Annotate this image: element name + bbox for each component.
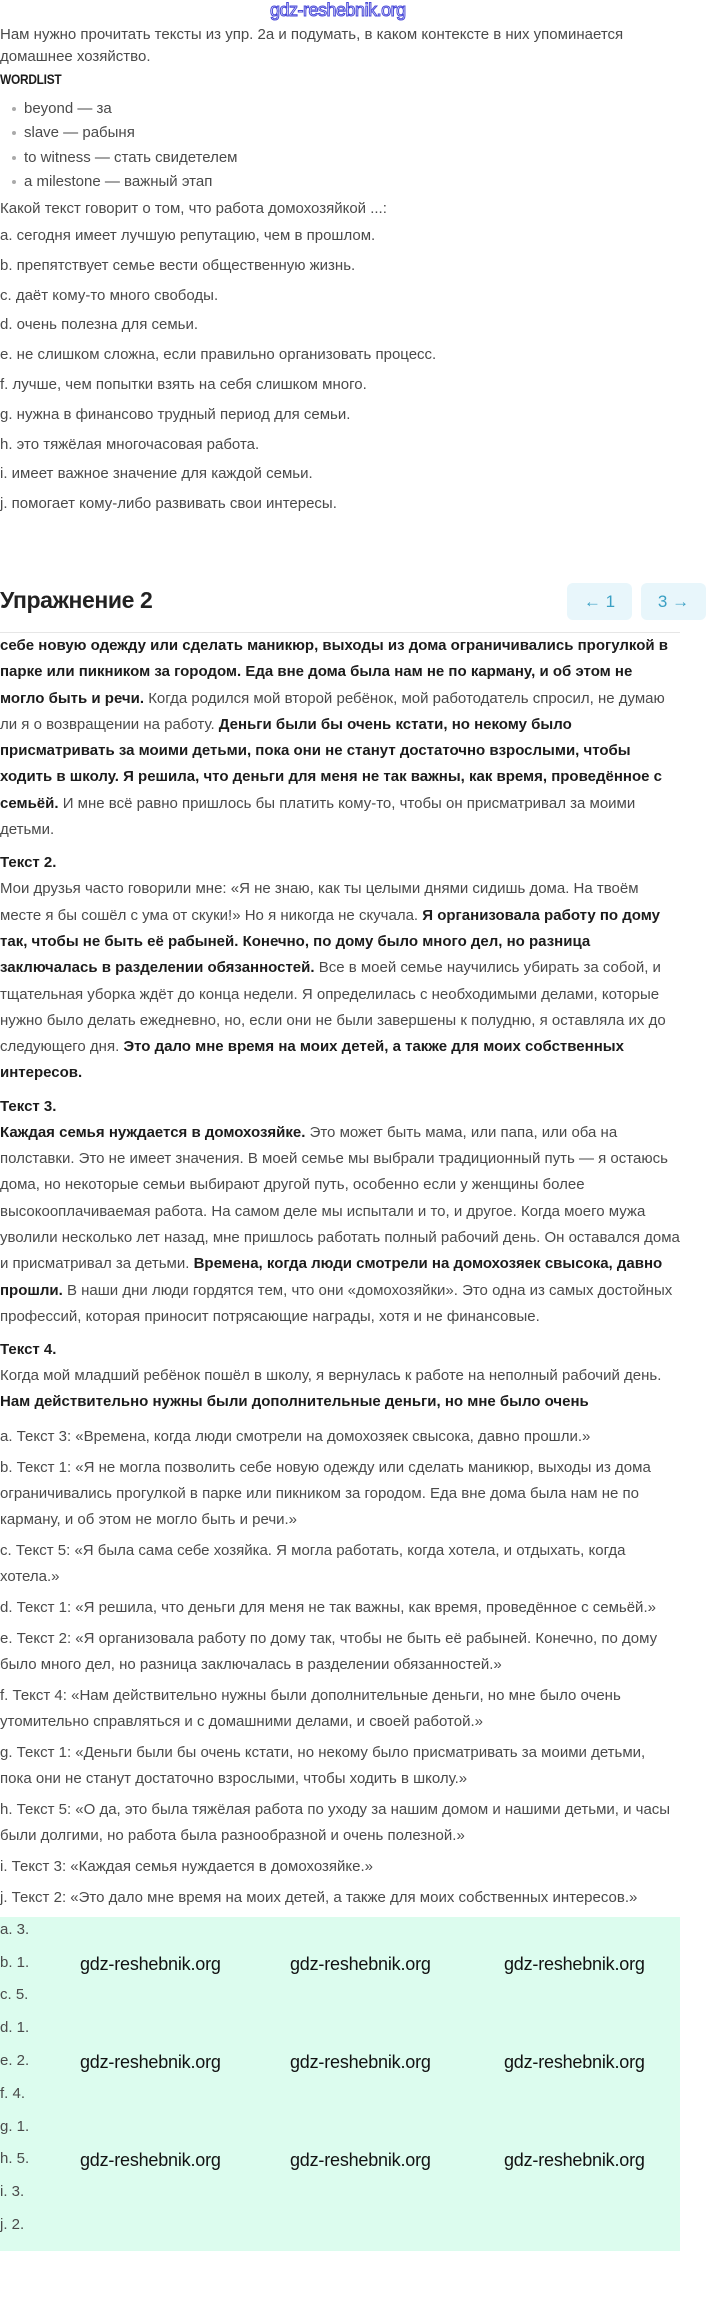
option-item: c. даёт кому-то много свободы. [0,286,219,304]
answer-item: g. 1. [0,2117,30,2135]
question-options [0,225,436,523]
quote-item: d. Текст 1: «Я решила, что деньги для меня не так важны, как время, проведённое с семьёй.» [0,1598,656,1616]
site-watermark-logo: gdz-reshebnik.org [270,0,406,20]
text-segment: Когда мой младший ребёнок пошёл в школу, я вернулась к работе на неполный рабочий день. [0,1367,662,1385]
watermark: gdz-reshebnik.org [504,1953,645,1974]
watermark: gdz-reshebnik.org [290,1953,431,1974]
option-item: g. нужна в финансово трудный период для семьи. [0,405,351,423]
option-item: e. не слишком сложна, если правильно организовать процесс. [0,346,437,364]
answer-item: h. 5. [0,2150,30,2168]
bullet-icon [12,107,16,111]
watermark: gdz-reshebnik.org [80,1953,221,1974]
text-2-body [0,876,680,1086]
wordlist-item-text: to witness — стать свидетелем [24,148,238,166]
text-segment: Это может быть мама, или папа, или оба на полставки. Это не имеет значения. В моей семье мы выбрали традиционный путь — я остаюсь дома, но некоторые семьи выбирают другой путь, особенно если у женщины более высокооплачиваемая работа. На самом деле мы испытали и то, и другое. Когда моего мужа уволили несколько лет назад, мне пришлось работать полный рабочий день. Он оставался дома и присматривал за детьми. [0,1123,680,1273]
answer-item: b. 1. [0,1953,30,1971]
watermark: gdz-reshebnik.org [504,2149,645,2170]
content-flow [0,632,680,2251]
wordlist-item-text: beyond — за [24,100,112,117]
watermark: gdz-reshebnik.org [290,2051,431,2072]
wordlist [0,97,238,194]
option-item: d. очень полезна для семьи. [0,316,198,334]
answer-item: f. 4. [0,2084,26,2102]
answer-item: d. 1. [0,2019,30,2037]
text-3-title: Текст 3. [0,1097,57,1115]
wordlist-item [0,97,238,121]
watermark: gdz-reshebnik.org [80,2149,221,2170]
exercise-title: Упражнение 2 [0,587,153,613]
next-exercise-button[interactable]: 3 → [641,583,706,620]
quote-item: f. Текст 4: «Нам действительно нужны были дополнительные деньги, но мне было очень утомительно справляться и с домашними делами, и своей работой.» [0,1686,621,1730]
quoted-answers [0,1424,680,1911]
text-4-title: Текст 4. [0,1341,57,1359]
question-text: Какой текст говорит о том, что работа домохозяйкой ...: [0,200,387,217]
answer-item: e. 2. [0,2051,30,2069]
option-item: b. препятствует семье вести общественную жизнь. [0,256,356,274]
quote-item: g. Текст 1: «Деньги были бы очень кстати, но некому было присматривать за моими детьми, пока они не станут достаточно взрослыми, чтобы ходить в школу.» [0,1743,646,1787]
quote-item: j. Текст 2: «Это дало мне время на моих детей, а также для моих собственных интересов.» [0,1888,638,1906]
answer-box [0,1917,680,2251]
bold-text-segment: Я организовала работу по дому так, чтобы не быть её рабыней. Конечно, по дому было много дел, но разница заключалась в разделении обязанностей. [0,906,660,977]
option-item: j. помогает кому-либо развивать свои интересы. [0,495,337,513]
prev-exercise-button[interactable]: ← 1 [567,583,632,620]
option-item: f. лучше, чем попытки взять на себя слишком много. [0,375,367,393]
bold-text-segment: Каждая семья нуждается в домохозяйке. [0,1123,306,1141]
answer-item: a. 3. [0,1920,30,1938]
text-segment: Мои друзья часто говорили мне: «Я не знаю, как ты целыми днями сидишь дома. На твоём месте я бы сошёл с ума от скуки!» Но я никогда не скучала. [0,880,639,924]
text-3-body [0,1120,680,1330]
option-item: h. это тяжёлая многочасовая работа. [0,435,260,453]
text-segment: В наши дни люди гордятся тем, что они «домохозяйки». Это одна из самых достойных профессий, которая приносит потрясающие награды, хотя и не финансовые. [0,1281,673,1325]
text-segment: Когда родился мой второй ребёнок, мой работодатель спросил, не думаю ли я о возвращении на работу. [0,689,665,733]
bullet-icon [12,156,16,160]
quote-item: b. Текст 1: «Я не могла позволить себе новую одежду или сделать маникюр, выходы из дома ограничивались прогулкой в парке или пикником за городом. Еда вне дома была нам не по карману, и об этом не могло быть и речи.» [0,1458,651,1528]
answer-item: c. 5. [0,1986,29,2004]
answer-item: i. 3. [0,2183,25,2201]
text-1-body [0,633,680,843]
option-item: i. имеет важное значение для каждой семьи. [0,465,313,483]
watermark: gdz-reshebnik.org [290,2149,431,2170]
watermark: gdz-reshebnik.org [80,2051,221,2072]
bold-text-segment: Времена, когда люди смотрели на домохозяек свысока, давно прошли. [0,1255,663,1299]
wordlist-item-text: a milestone — важный этап [24,172,213,190]
quote-item: i. Текст 3: «Каждая семья нуждается в домохозяйке.» [0,1857,373,1875]
quote-item: a. Текст 3: «Времена, когда люди смотрели на домохозяек свысока, давно прошли.» [0,1427,591,1445]
wordlist-item-text: slave — рабыня [24,124,135,142]
text-2-title: Текст 2. [0,854,57,872]
text-4-body [0,1363,680,1416]
bullet-icon [12,131,16,135]
quote-item: e. Текст 2: «Я организовала работу по дому так, чтобы не быть её рабыней. Конечно, по дому было много дел, но разница заключалась в разделении обязанностей.» [0,1629,658,1673]
bold-text-segment: Это дало мне время на моих детей, а также для моих собственных интересов. [0,1038,624,1082]
text-segment: И мне всё равно пришлось бы платить кому-то, чтобы он присматривал за моими детьми. [0,794,636,839]
bullet-icon [12,180,16,184]
wordlist-item [0,170,238,194]
bold-text-segment: Нам действительно нужны были дополнительные деньги, но мне было очень [0,1393,589,1411]
watermark: gdz-reshebnik.org [504,2051,645,2072]
option-item: a. сегодня имеет лучшую репутацию, чем в прошлом. [0,227,376,244]
texts-scroll-area[interactable] [0,632,680,1416]
bold-text-segment: себе новую одежду или сделать маникюр, выходы из дома ограничивались прогулкой в парке или пикником за городом. Еда вне дома была нам не по карману, и об этом не могло быть и речи. [0,637,668,707]
wordlist-heading: WORDLIST [0,71,62,87]
wordlist-item [0,121,238,145]
bold-text-segment: Деньги были бы очень кстати, но некому было присматривать за моими детьми, пока они не станут достаточно взрослыми, чтобы ходить в школу. Я решила, что деньги для меня не так важны, как время, проведённое с семьёй. [0,715,662,812]
text-segment: Все в моей семье научились убирать за собой, и тщательная уборка ждёт до конца недели. Я определилась с необходимыми делами, которые нужно было делать ежедневно, но, если они не были завершены к полудню, я оставляла их до следующего дня. [0,959,666,1056]
quote-item: c. Текст 5: «Я была сама себе хозяйка. Я могла работать, когда хотела, и отдыхать, когда хотела.» [0,1541,626,1585]
quote-item: h. Текст 5: «О да, это была тяжёлая работа по уходу за нашим домом и нашими детьми, и часы были долгими, но работа была разнообразной и очень полезной.» [0,1800,671,1844]
answer-item: j. 2. [0,2215,25,2233]
wordlist-item [0,146,238,170]
intro-text: Нам нужно прочитать тексты из упр. 2а и подумать, в каком контексте в них упоминается домашнее хозяйство. [0,26,624,65]
